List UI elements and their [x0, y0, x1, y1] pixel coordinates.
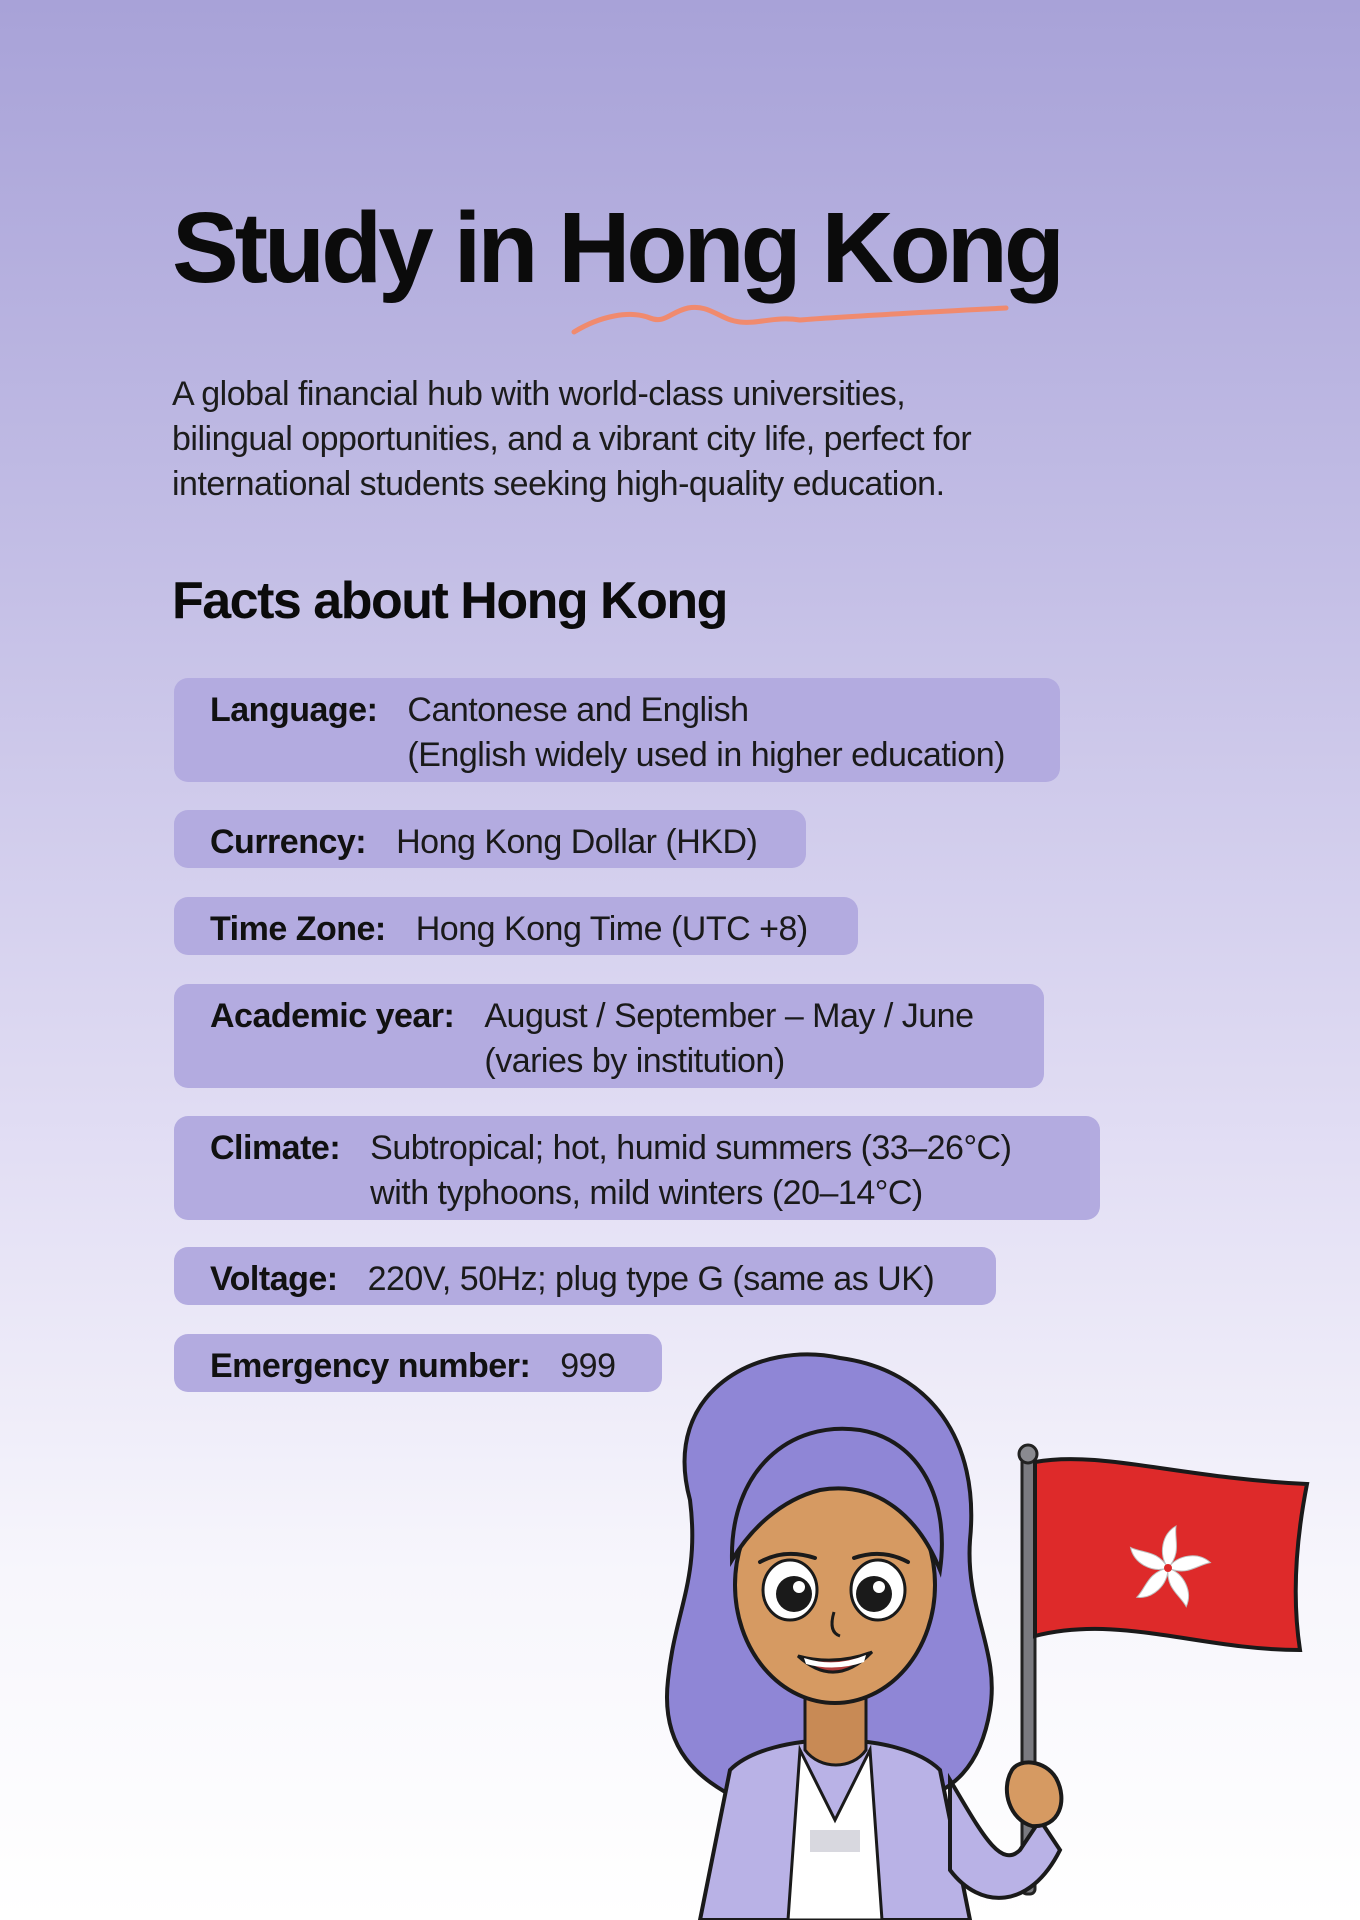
fact-value-line: Cantonese and English [407, 691, 749, 729]
fact-label: Currency: [210, 823, 367, 861]
fact-value [407, 688, 1005, 778]
fact-currency [174, 810, 806, 868]
intro-line: A global financial hub with world-class universities, [172, 375, 906, 413]
fact-label: Voltage: [210, 1260, 338, 1298]
facts-heading: Facts about Hong Kong [172, 572, 727, 630]
fact-value: 220V, 50Hz; plug type G (same as UK) [367, 1260, 935, 1298]
fact-label: Climate: [210, 1129, 341, 1167]
fact-label: Emergency number: [210, 1347, 531, 1385]
fact-label: Time Zone: [210, 910, 386, 948]
fact-language [174, 678, 1060, 782]
fact-value [370, 1126, 1011, 1216]
fact-value-line: with typhoons, mild winters (20–14°C) [370, 1174, 923, 1212]
fact-value: 999 [560, 1347, 616, 1385]
fact-voltage [174, 1247, 996, 1305]
intro-line: bilingual opportunities, and a vibrant city life, perfect for [172, 420, 972, 458]
fact-value: Hong Kong Time (UTC +8) [415, 910, 808, 948]
fact-academic-year [174, 984, 1044, 1088]
fact-time-zone [174, 897, 858, 955]
fact-value-line: (varies by institution) [484, 1042, 785, 1080]
fact-value [484, 994, 973, 1084]
underline-squiggle-icon [570, 298, 1010, 348]
fact-label: Academic year: [210, 997, 455, 1035]
student-with-hong-kong-flag-icon [620, 1350, 1320, 1920]
page-title: Study in Hong Kong [172, 192, 1061, 304]
intro-line: international students seeking high-quality education. [172, 465, 945, 503]
fact-value: Hong Kong Dollar (HKD) [396, 823, 758, 861]
intro-paragraph [172, 372, 1072, 507]
fact-value-line: August / September – May / June [484, 997, 974, 1035]
fact-climate [174, 1116, 1100, 1220]
fact-label: Language: [210, 691, 378, 729]
fact-value-line: Subtropical; hot, humid summers (33–26°C) [370, 1129, 1012, 1167]
fact-emergency-number [174, 1334, 662, 1392]
fact-value-line: (English widely used in higher education) [407, 736, 1005, 774]
